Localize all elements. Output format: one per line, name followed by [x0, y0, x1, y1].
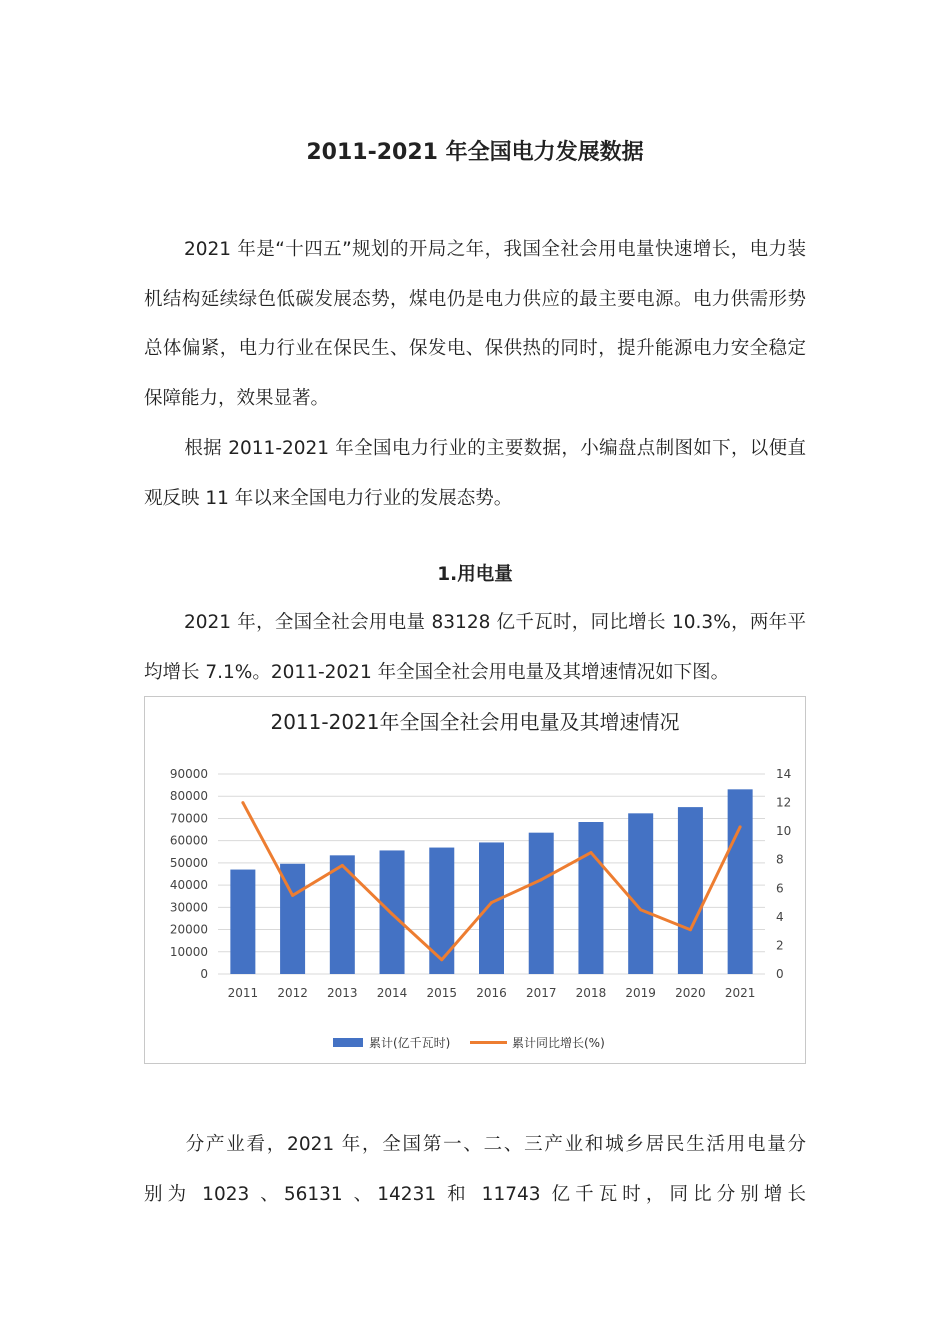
y-right-tick-label: 12 — [776, 795, 792, 810]
section-1-paragraph-2-line-2 — [144, 1170, 806, 1220]
section-1-paragraph-text: 2021 年，全国全社会用电量 83128 亿千瓦时，同比增长 10.3%，两年平均增长 7.1%。2011-2021 年全国全社会用电量及其增速情况如下图。 — [144, 612, 806, 683]
line-point — [291, 894, 294, 897]
legend-line-label: 累计同比增长(%) — [512, 1036, 605, 1050]
x-tick-label: 2016 — [476, 986, 507, 1000]
y-right-tick-label: 10 — [776, 824, 792, 839]
bar — [628, 813, 653, 974]
left-axis — [170, 767, 208, 981]
y-left-tick-label: 50000 — [169, 855, 208, 870]
x-tick-label: 2017 — [525, 986, 557, 1000]
x-tick-label: 2020 — [675, 986, 706, 1000]
legend-bar-label: 累计(亿千瓦时) — [369, 1036, 451, 1050]
right-axis — [776, 767, 791, 981]
y-right-tick-label: 14 — [776, 767, 792, 781]
intro-paragraph-text: 2021 年是“十四五”规划的开局之年，我国全社会用电量快速增长，电力装机结构延续绿色低碳发展态势，煤电仍是电力供应的最主要电源。电力供需形势总体偏紧，电力行业在保民生、保发电、保供热的同时，提升能源电力安全稳定保障能力，效果显著。 — [144, 239, 806, 410]
line-point — [440, 958, 443, 961]
y-left-tick-label: 40000 — [169, 878, 208, 893]
line-point — [589, 851, 592, 854]
line-point — [739, 825, 742, 828]
x-tick-label: 2012 — [277, 986, 308, 1000]
y-left-tick-label: 80000 — [169, 789, 208, 804]
bar — [678, 807, 703, 974]
line-point — [391, 913, 394, 916]
line-point — [639, 908, 642, 911]
bar — [479, 842, 504, 974]
y-right-tick-label: 8 — [776, 852, 784, 867]
bar — [529, 833, 554, 974]
section-1-heading: 1.用电量 — [437, 564, 513, 585]
y-right-tick-label: 4 — [776, 909, 784, 924]
x-tick-label: 2021 — [724, 986, 756, 1000]
line-point — [241, 801, 244, 804]
line-point — [341, 864, 344, 867]
bar-series — [230, 789, 752, 974]
x-tick-label: 2014 — [376, 986, 408, 1000]
y-right-tick-label: 6 — [776, 881, 784, 896]
y-left-tick-label: 30000 — [169, 900, 208, 915]
x-axis — [228, 986, 756, 1000]
x-tick-label: 2019 — [625, 986, 656, 1000]
section-1-paragraph-2-line-2-text: 别为 1023 、56131 、14231 和 11743 亿千瓦时，同比分别增长 — [144, 1184, 806, 1205]
x-tick-label: 2011 — [227, 986, 259, 1000]
chart-title: 2011-2021年全国全社会用电量及其增速情况 — [270, 710, 680, 734]
intro-paragraph — [144, 225, 806, 424]
line-point — [490, 901, 493, 904]
y-right-tick-label: 0 — [776, 967, 784, 981]
chart-legend — [333, 1035, 605, 1050]
chart-canvas — [145, 697, 805, 1063]
legend-bar-swatch — [333, 1038, 363, 1047]
section-1-paragraph-2-line-1 — [144, 1120, 806, 1170]
line-point — [689, 928, 692, 931]
y-left-tick-label: 20000 — [169, 922, 208, 937]
y-left-tick-label: 10000 — [169, 944, 208, 959]
intro-paragraph-2-text: 根据 2011-2021 年全国电力行业的主要数据，小编盘点制图如下，以便直观反映 11 年以来全国电力行业的发展态势。 — [144, 438, 806, 509]
document-title: 2011-2021 年全国电力发展数据 — [306, 140, 644, 165]
x-tick-label: 2015 — [426, 986, 458, 1000]
electricity-consumption-chart — [144, 696, 806, 1064]
y-left-tick-label: 90000 — [169, 767, 208, 781]
y-left-tick-label: 70000 — [169, 811, 208, 826]
y-right-tick-label: 2 — [776, 938, 784, 953]
intro-paragraph-2 — [144, 424, 806, 523]
section-1-paragraph-2-line-1-text: 分产业看，2021 年，全国第一、二、三产业和城乡居民生活用电量分 — [184, 1134, 806, 1155]
x-tick-label: 2013 — [327, 986, 358, 1000]
bar — [230, 870, 255, 974]
bar — [728, 789, 753, 974]
y-left-tick-label: 60000 — [169, 833, 208, 848]
x-tick-label: 2018 — [575, 986, 607, 1000]
bar — [429, 848, 454, 974]
bar — [578, 822, 603, 974]
line-point — [540, 878, 543, 881]
section-1-paragraph — [144, 598, 806, 697]
y-left-tick-label: 0 — [200, 967, 208, 981]
